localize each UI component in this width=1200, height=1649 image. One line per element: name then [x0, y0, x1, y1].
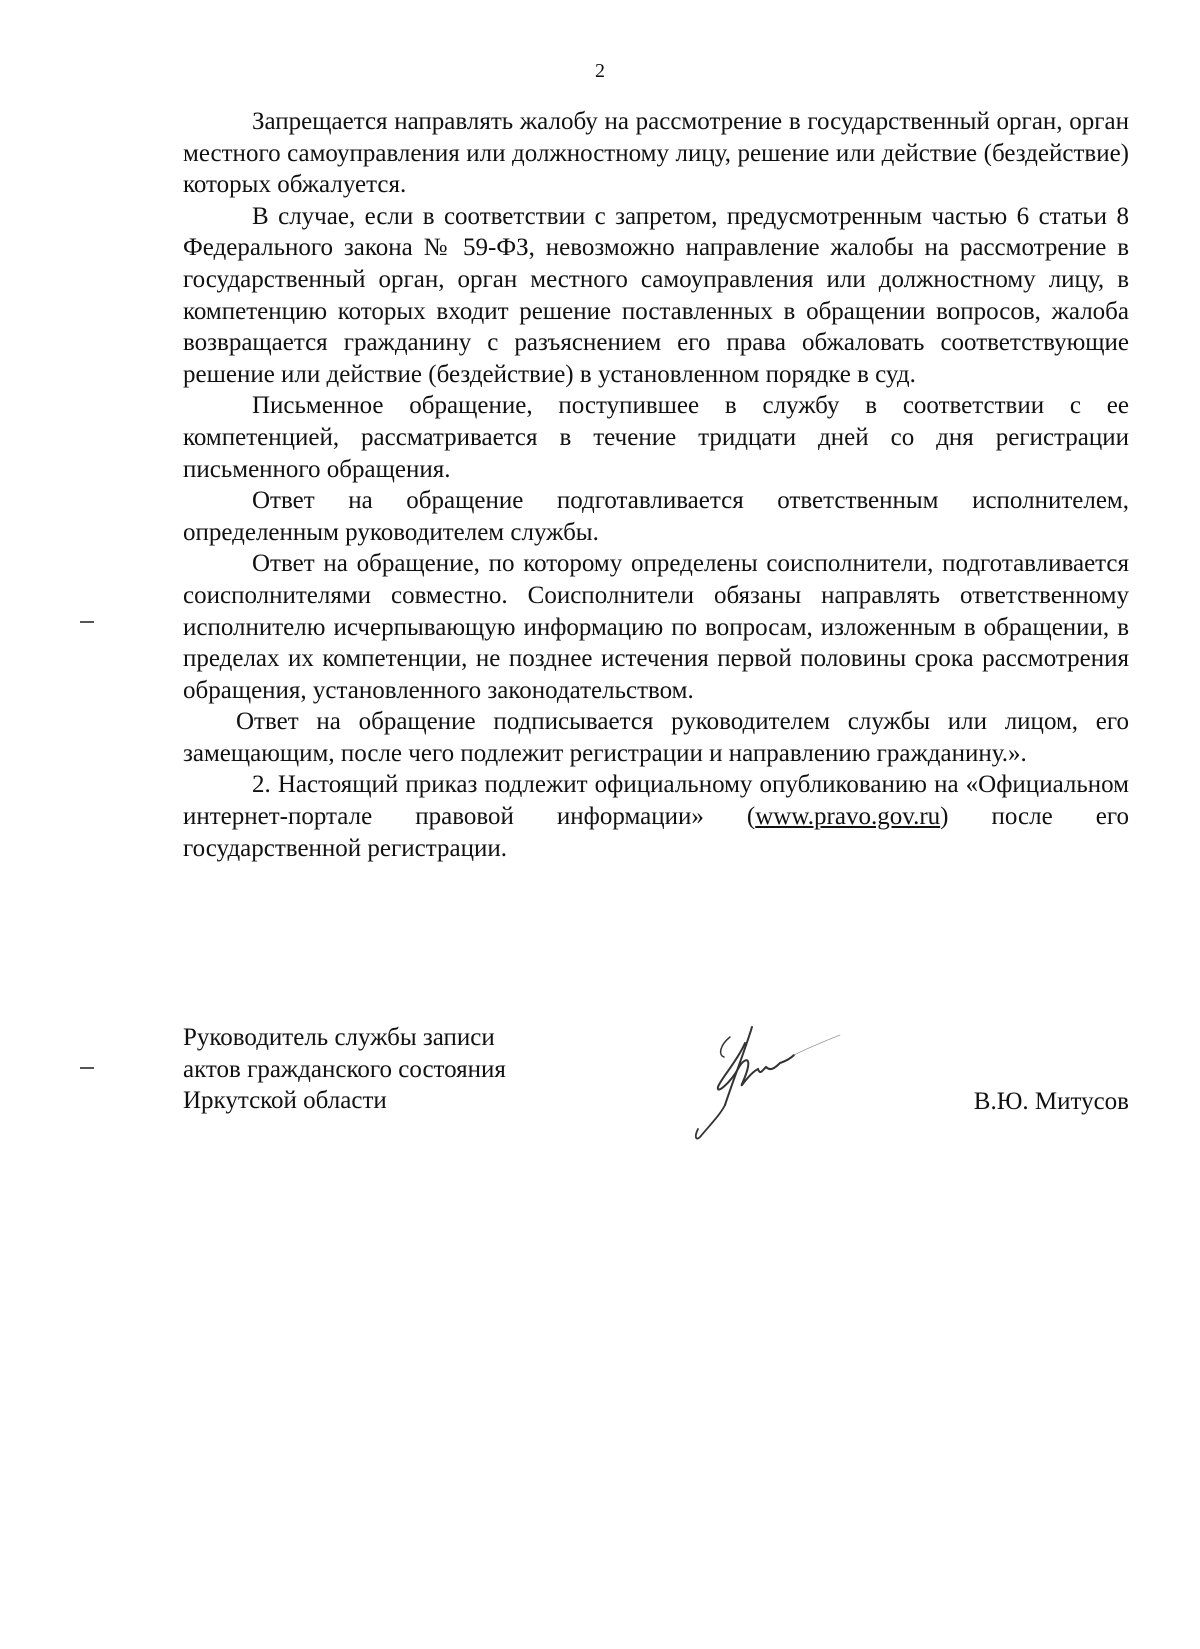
paragraph-review-period: Письменное обращение, поступившее в службу в соответствии с ее компетенцией, рассматривается в течение тридцати дней со дня регистрации письменного обращения.: [183, 392, 1129, 483]
pravo-link[interactable]: www.pravo.gov.ru: [755, 803, 941, 831]
margin-mark: [80, 621, 94, 623]
publication-text-after: ) после его государственной регистрации.: [183, 803, 1129, 862]
page-number: 2: [595, 60, 605, 82]
margin-mark: [80, 1067, 94, 1069]
paragraph-signing: Ответ на обращение подписывается руководителем службы или лицом, его замещающим, после чего подлежит регистрации и направлению гражданину.».: [183, 708, 1129, 767]
signer-name: В.Ю. Митусов: [973, 1088, 1129, 1115]
signer-position-line2: актов гражданского состояния: [183, 1055, 506, 1083]
paragraph-complaint-prohibition: Запрещается направлять жалобу на рассмотрение в государственный орган, орган местного самоуправления или должностному лицу, решение или действие (бездействие) которых обжалуется.: [183, 108, 1129, 199]
paragraph-publication: [183, 769, 1129, 864]
publication-text-before: 2. Настоящий приказ подлежит официальному опубликованию на «Официальном интернет-портале правовой информации» (: [183, 771, 1129, 831]
signer-position-line3: Иркутской области: [183, 1087, 387, 1114]
paragraph-complaint-return: В случае, если в соответствии с запретом, предусмотренным частью 6 статьи 8 Федерального закона № 59-ФЗ, невозможно направление жалобы на рассмотрение в государственный орган, орган местного самоуправления или должностному лицу, в компетенцию которых входит решение поставленных в обращении вопросов, жалоба возвращается гражданину с разъяснением его права обжаловать соответствующие решение или действие (бездействие) в установленном порядке в суд.: [183, 202, 1129, 388]
paragraph-co-executors: Ответ на обращение, по которому определены соисполнители, подготавливается соисполнителями совместно. Соисполнители обязаны направлять ответственному исполнителю исчерпывающую информацию по вопросам, изложенным в обращении, в пределах их компетенции, не позднее истечения первой половины срока рассмотрения обращения, установленного законодательством.: [183, 550, 1129, 704]
signature-title-block: [183, 1022, 506, 1117]
paragraph-responsible-executor: Ответ на обращение подготавливается ответственным исполнителем, определенным руководителем службы.: [183, 487, 1129, 546]
handwritten-signature-icon: [690, 1025, 890, 1155]
document-body: [183, 106, 1129, 864]
signer-position-line1: Руководитель службы записи: [183, 1024, 495, 1051]
